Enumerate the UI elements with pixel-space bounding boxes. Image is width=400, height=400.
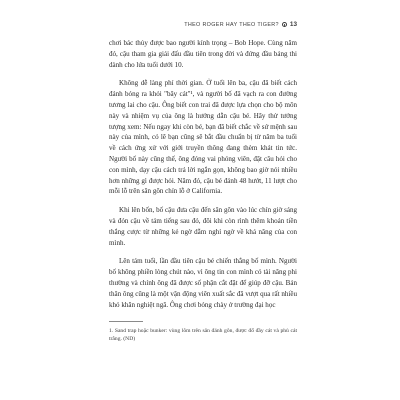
footnote-divider (109, 321, 143, 322)
ornament-icon (282, 22, 287, 27)
page-number: 13 (289, 21, 297, 28)
paragraph-4: Lên tám tuổi, lần đầu tiên cậu bé chiến thắng bố mình. Người bố không phiền lòng chút nào, vì ông tin con mình có tài năng phi thường và chính ông đã được số phận cắt đặt để giúp đỡ cậu. Bản thân ông cũng là một vận động viên xuất sắc đã vượt qua rất nhiều khó khăn nghiệt ngã. Ông chơi bóng chày ở trường đại học (109, 257, 297, 309)
running-title: THEO ROGER HAY THEO TIGER? (184, 21, 279, 28)
book-page (109, 0, 297, 400)
paragraph-1: chơi bác thủy được bao người kính trọng – Bob Hope. Cùng năm đó, cậu tham gia giải đấu đầu tiên trong đời và đứng đầu bảng thi dành cho lứa tuổi dưới 10. (109, 39, 297, 69)
footnote: 1. Sand trap hoặc bunker: vùng lõm trên sân đánh gôn, được đổ đầy cát và phủ cát trắng. (ND) (109, 328, 297, 343)
paragraph-3: Khi lên bốn, bố cậu đưa cậu đến sân gôn vào lúc chín giờ sáng và đón cậu về tám tiếng sau đó, đôi khi còn rình thêm khoản tiền thắng cược từ những kẻ ngờ dẫm nghỉ ngờ về khả năng của con mình. (109, 206, 297, 247)
paragraph-2: Không dễ làng phí thời gian. Ở tuổi lên ba, cậu đã biết cách đánh bóng ra khỏi "bãy cát"¹, và người bố đã vạch ra con đường tương lai cho cậu. Ông biết con trai đã được lựa chọn cho bộ môn này và nhiệm vụ của ông là hướng dẫn cậu bé. Hãy thử tưởng tượng xem: Nếu ngay khi còn bé, bạn đã biết chắc về sứ mệnh sau này của mình, có lẽ bạn cũng sẽ bắt đầu chuẩn bị từ năm ba tuổi về cách ứng xử với giới truyền thông đang thèm khát tin tức. Người bố này cũng thế, ông đóng vai phóng viên, đặt câu hỏi cho con mình, dạy cậu cách trả lời ngắn gọn, không bao giờ nói nhiều hơn những gì được hỏi. Năm đó, cậu bé đánh 48 hướt, 11 lượt cho mỗi lỗ trên sân gôn chín lỗ ở California. (109, 79, 297, 196)
body-text (109, 38, 297, 310)
running-header (109, 21, 297, 28)
